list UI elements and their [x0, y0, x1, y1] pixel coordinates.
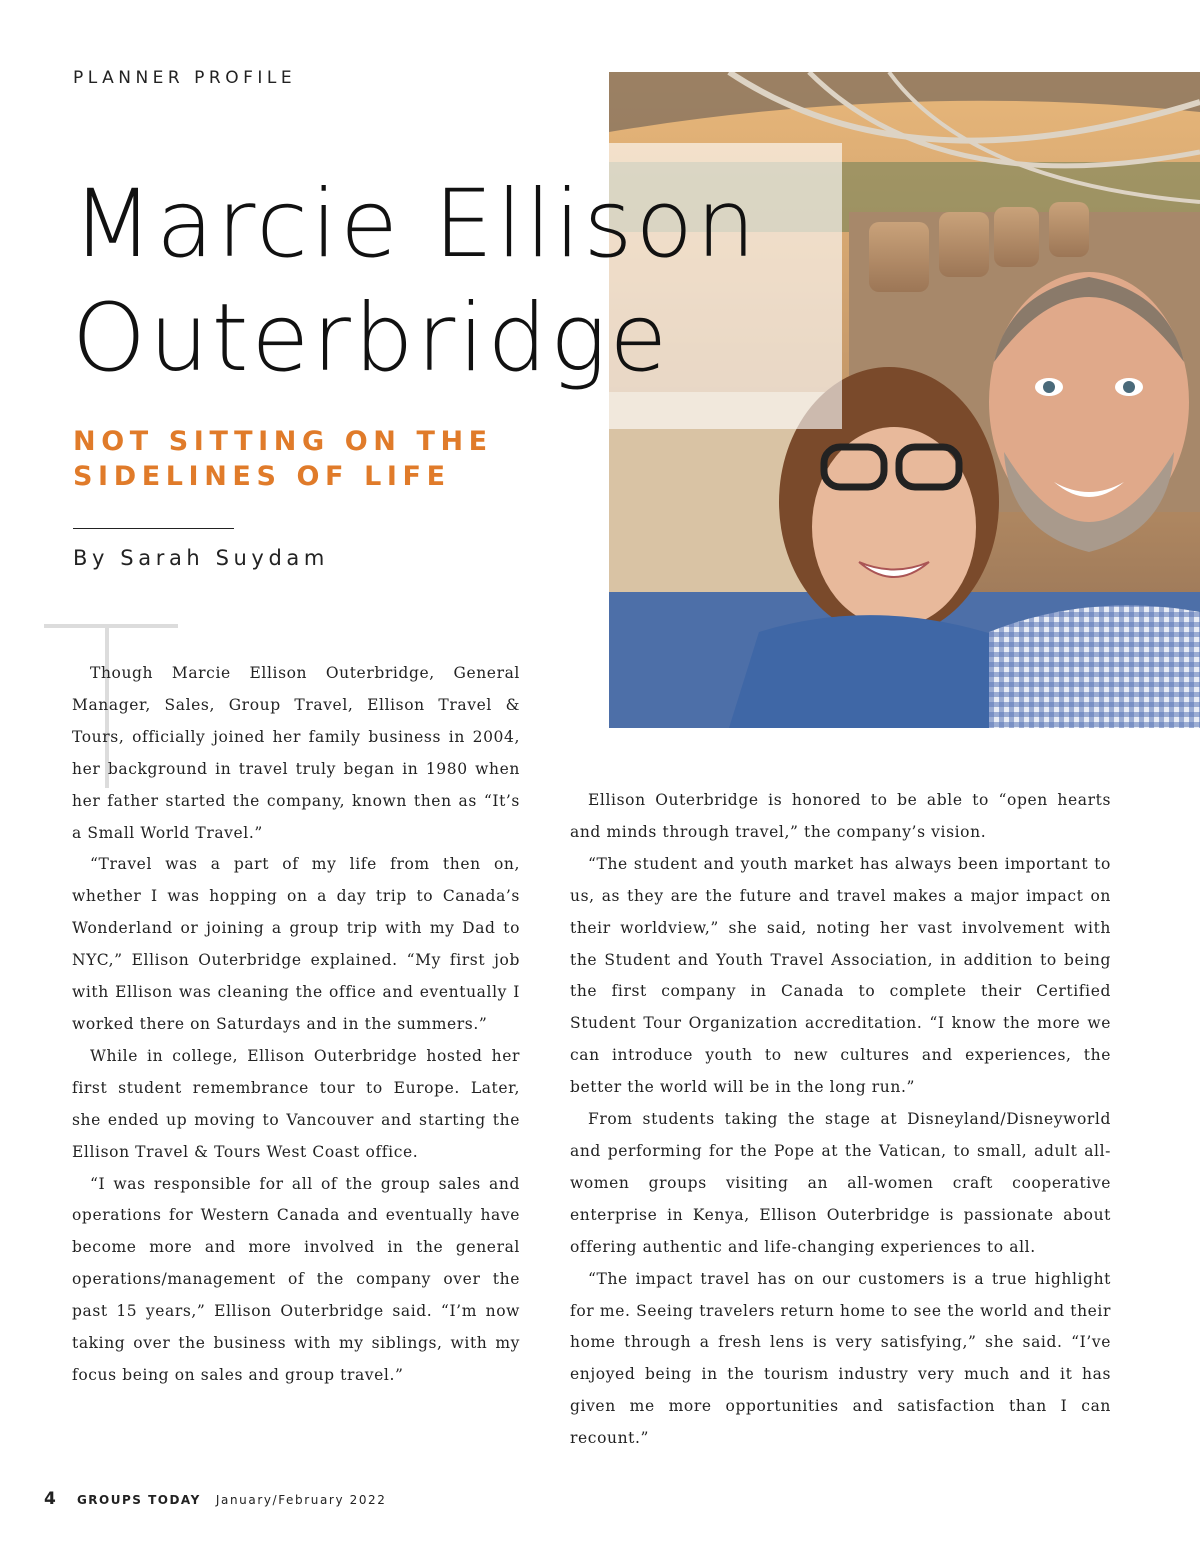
paragraph: Though Marcie Ellison Outerbridge, General Manager, Sales, Group Travel, Ellison Travel & Tours, officially joined her family business in 2004, her background in travel truly began in 1980 when her father started the company, known then as “It’s a Small World Travel.”: [72, 664, 520, 842]
issue-date: January/February 2022: [215, 1493, 387, 1507]
paragraph: “I was responsible for all of the group sales and operations for Western Canada and eventually have become more and more involved in the general operations/management of the company over the past 15 years,” Ellison Outerbridge said. “I’m now taking over the business with my siblings, with my focus being on sales and group travel.”: [72, 1174, 520, 1384]
paragraph: Ellison Outerbridge is honored to be able to “open hearts and minds through travel,” the company’s vision.: [570, 791, 1111, 841]
title-line-1: Marcie Ellison: [72, 170, 759, 279]
subtitle-line-2: SIDELINES OF LIFE: [73, 461, 451, 492]
article-title: [72, 168, 759, 396]
drop-cap-bar: [44, 624, 178, 628]
subtitle-line-1: NOT SITTING ON THE: [73, 426, 493, 457]
article-column-left: [72, 658, 520, 1392]
paragraph: “The impact travel has on our customers is a true highlight for me. Seeing travelers return home to see the world and their home through a fresh lens is very satisfying,” she said. “I’ve enjoyed being in the tourism industry very much and it has given me more opportunities and satisfaction than I can recount.”: [570, 1269, 1111, 1448]
paragraph: While in college, Ellison Outerbridge hosted her first student remembrance tour to Europe. Later, she ended up moving to Vancouver and starting the Ellison Travel & Tours West Coast office.: [72, 1046, 520, 1161]
paragraph: “The student and youth market has always been important to us, as they are the future and travel makes a major impact on their worldview,” she said, noting her vast involvement with the Student and Youth Travel Association, in addition to being the first company in Canada to complete their Certified Student Tour Organization accreditation. “I know the more we can introduce youth to new cultures and experiences, the better the world will be in the long run.”: [570, 854, 1111, 1097]
magazine-name: GROUPS TODAY: [76, 1493, 201, 1507]
article-subtitle: [73, 424, 493, 494]
title-line-2: Outerbridge: [72, 284, 671, 393]
page-number: 4: [44, 1489, 56, 1509]
byline-divider: [73, 528, 234, 529]
page-footer: [44, 1489, 387, 1509]
section-label: PLANNER PROFILE: [73, 68, 297, 88]
byline: By Sarah Suydam: [73, 546, 329, 570]
paragraph: From students taking the stage at Disneyland/Disneyworld and performing for the Pope at the Vatican, to small, adult all-women groups visiting an all-women craft cooperative enterprise in Kenya, Ellison Outerbridge is passionate about offering authentic and life-changing experiences to all.: [570, 1110, 1111, 1256]
paragraph: “Travel was a part of my life from then on, whether I was hopping on a day trip to Canada’s Wonderland or joining a group trip with my Dad to NYC,” Ellison Outerbridge explained. “My first job with Ellison was cleaning the office and eventually I worked there on Saturdays and in the summers.”: [72, 855, 520, 1033]
article-column-right: [570, 785, 1111, 1455]
